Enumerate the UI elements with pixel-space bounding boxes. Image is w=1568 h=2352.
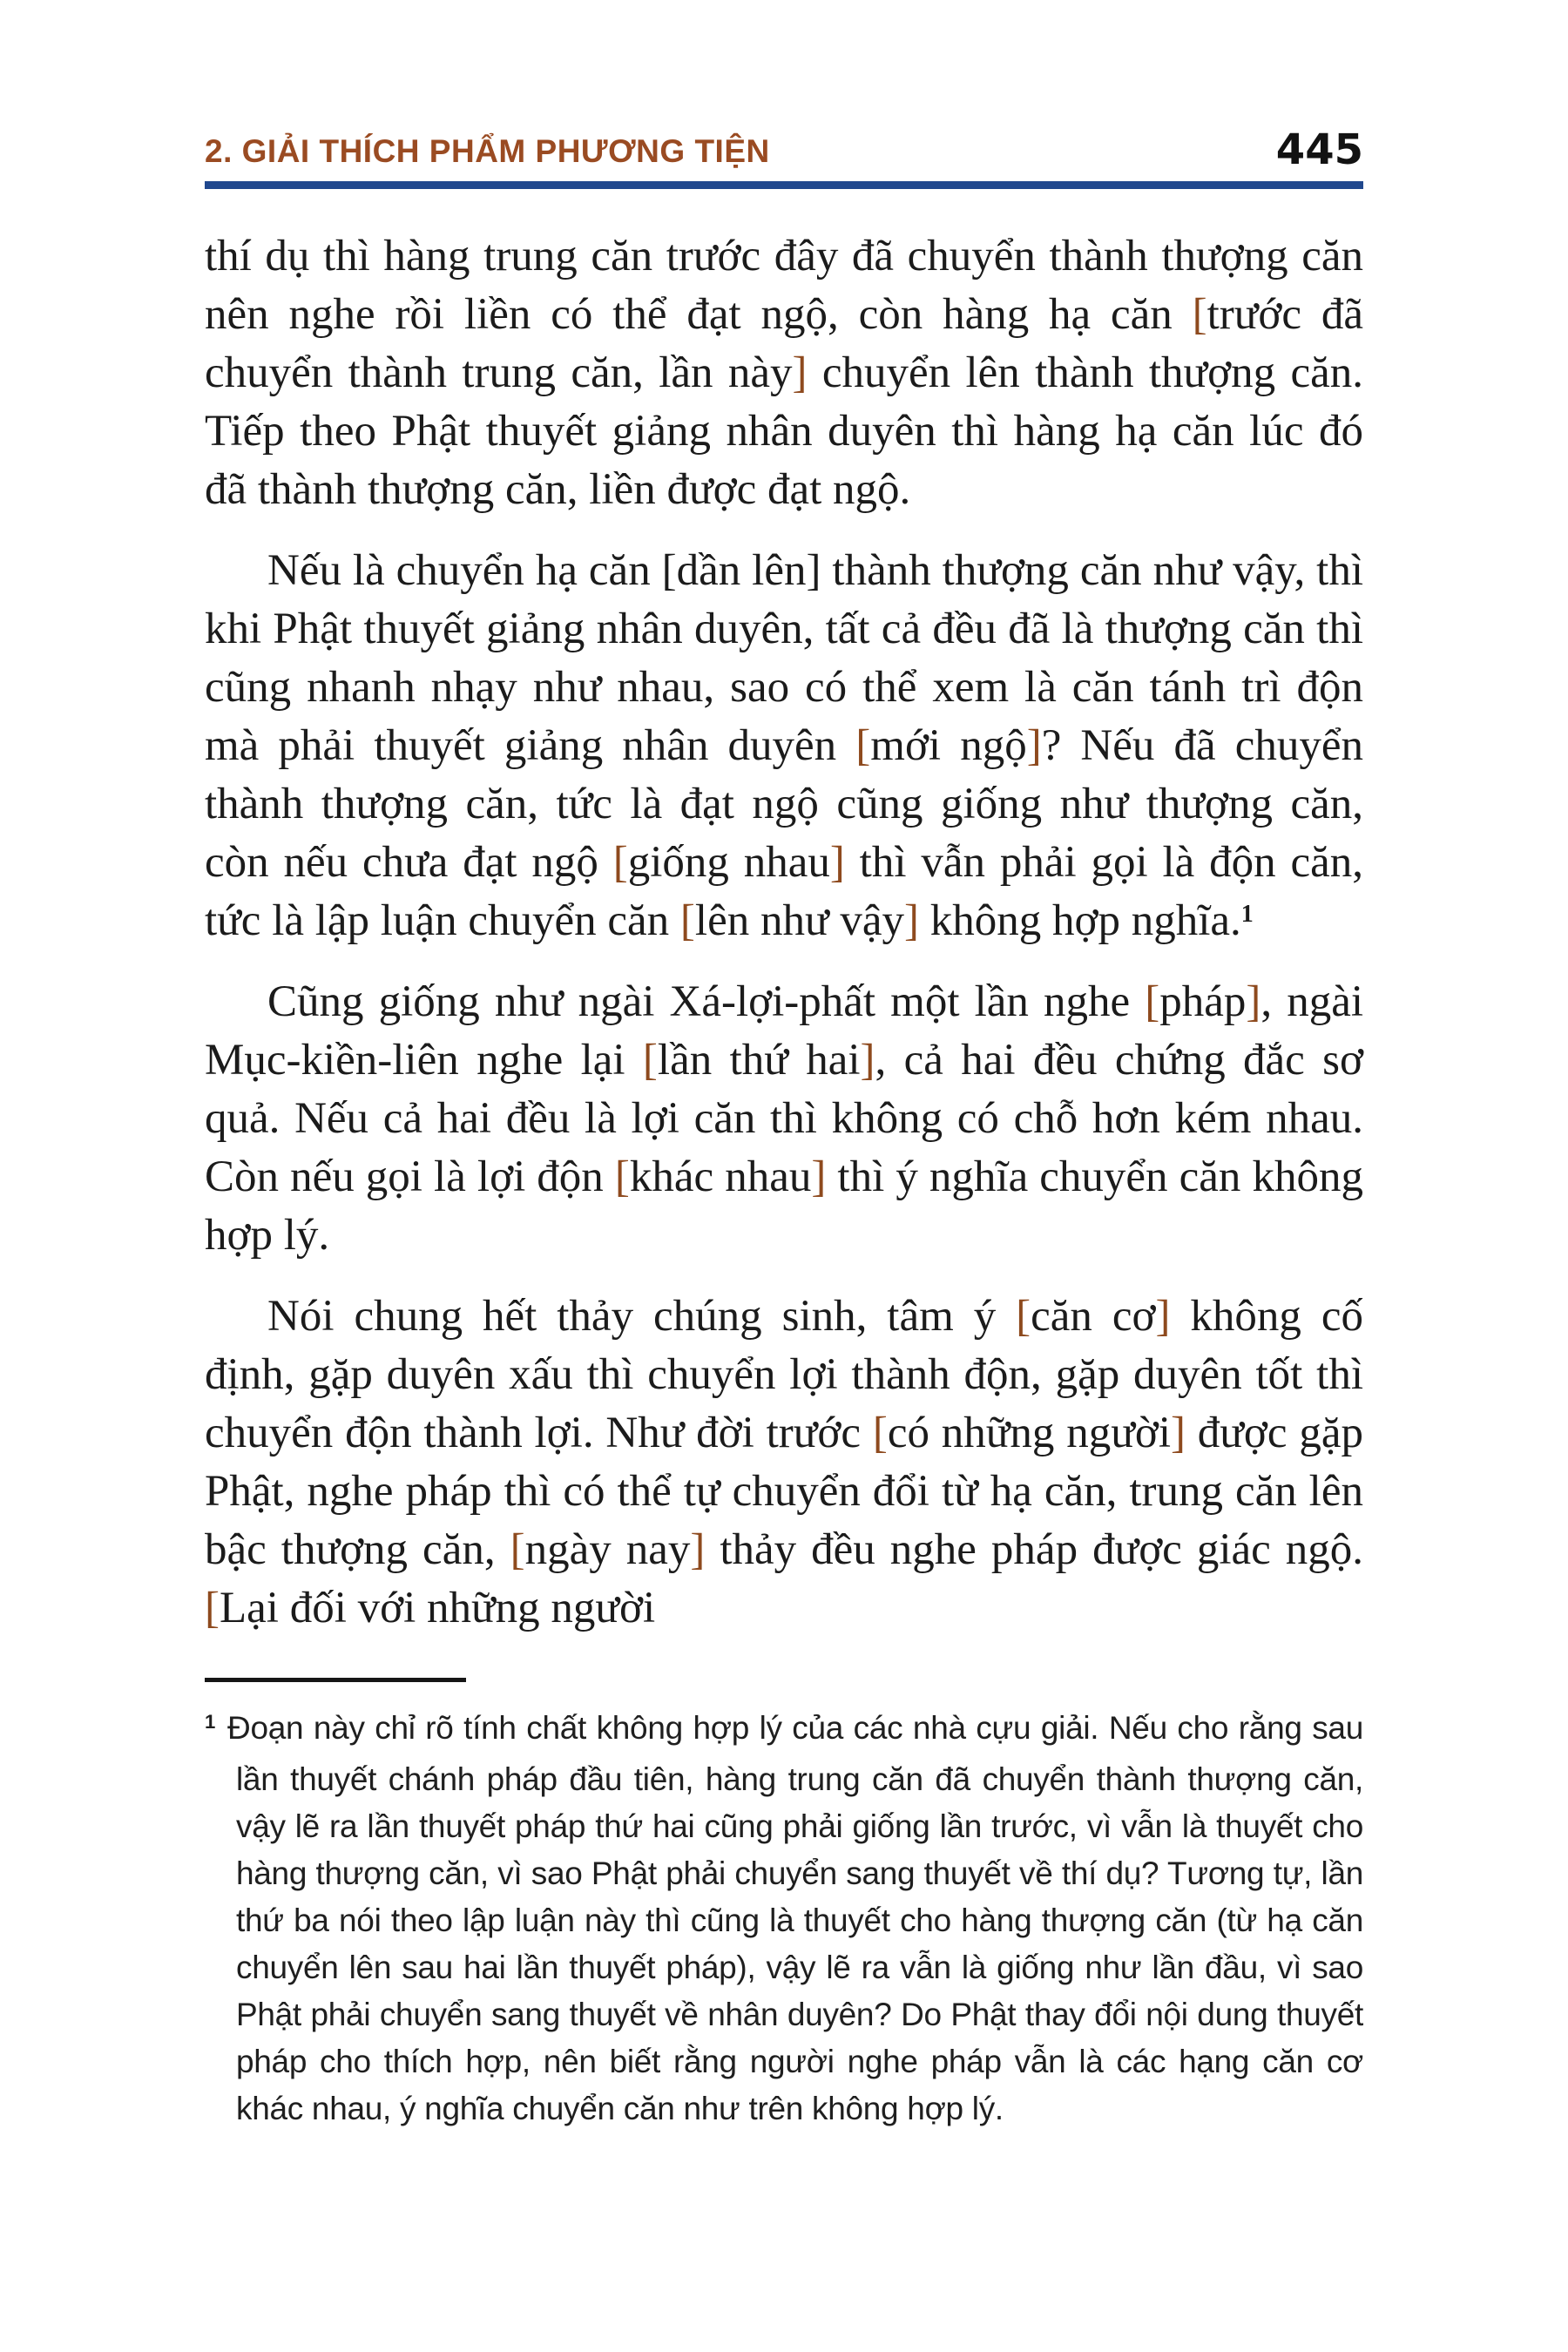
body-segment: , ngài Mục-kiền-liên nghe lại bbox=[205, 977, 1363, 1085]
body-text bbox=[205, 227, 1363, 1638]
bracket-text: ] bbox=[1246, 977, 1261, 1026]
paragraph bbox=[205, 227, 1363, 519]
footnote-text: Đoạn này chỉ rõ tính chất không hợp lý của các nhà cựu giải. Nếu cho rằng sau lần thuyết chánh pháp đầu tiên, hàng trung căn đã chuyển thành thượng căn, vậy lẽ ra lần thuyết pháp thứ hai cũng phải giống lần trước, vì vẫn là thuyết cho hàng thượng căn, vì sao Phật phải chuyển sang thuyết về thí dụ? Tương tự, lần thứ ba nói theo lập luận này thì cũng là thuyết cho hàng thượng căn (từ hạ căn chuyển lên sau hai lần thuyết pháp), vậy lẽ ra vẫn là giống như lần đầu, vì sao Phật phải chuyển sang thuyết về nhân duyên? Do Phật thay đổi nội dung thuyết pháp cho thích hợp, nên biết rằng người nghe pháp vẫn là các hạng căn cơ khác nhau, ý nghĩa chuyển căn như trên không hợp lý. bbox=[227, 1710, 1363, 2126]
footnote-reference: 1 bbox=[1240, 900, 1254, 928]
bracket-text: [ bbox=[1145, 977, 1160, 1026]
body-segment: thì vẫn phải gọi là độn căn, tức là lập luận chuyển căn bbox=[205, 838, 1363, 945]
footnote-separator bbox=[205, 1678, 466, 1682]
body-segment: giống nhau bbox=[627, 838, 830, 887]
bracket-text: [ bbox=[1016, 1292, 1031, 1341]
bracket-text: [ bbox=[679, 896, 695, 945]
body-segment: thảy đều nghe pháp được giác ngộ. bbox=[705, 1525, 1364, 1574]
body-segment: Cũng giống như ngài Xá-lợi-phất một lần nghe bbox=[267, 977, 1146, 1026]
bracket-text: ] bbox=[811, 1152, 827, 1201]
footnote-marker: 1 bbox=[205, 1710, 216, 1733]
bracket-text: [ bbox=[612, 838, 628, 887]
body-segment: căn cơ bbox=[1031, 1292, 1156, 1341]
footnote bbox=[205, 1705, 1363, 2132]
body-segment: chuyển lên thành thượng căn. Tiếp theo Phật thuyết giảng nhân duyên thì hàng hạ căn lúc đó đã thành thượng căn, liền được đạt ngộ. bbox=[205, 348, 1363, 514]
bracket-text: ] bbox=[860, 1036, 875, 1085]
bracket-text: [ bbox=[855, 721, 871, 770]
body-segment: không cố định, gặp duyên xấu thì chuyển lợi thành độn, gặp duyên tốt thì chuyển độn thành lợi. Như đời trước bbox=[205, 1292, 1363, 1457]
body-segment: được gặp Phật, nghe pháp thì có thể tự chuyển đổi từ hạ căn, trung căn lên bậc thượng căn, bbox=[205, 1409, 1363, 1574]
paragraph bbox=[205, 1288, 1363, 1638]
body-segment: có những người bbox=[887, 1409, 1171, 1457]
body-segment: Nếu là chuyển hạ căn [dần lên] thành thượng căn như vậy, thì khi Phật thuyết giảng nhân duyên, tất cả đều đã là thượng căn thì cũng nhanh nhạy như nhau, sao có thể xem là căn tánh trì độn mà phải thuyết giảng nhân duyên bbox=[205, 546, 1363, 770]
bracket-text: ] bbox=[1026, 721, 1042, 770]
header-rule bbox=[205, 181, 1363, 189]
bracket-text: [ bbox=[510, 1525, 525, 1574]
body-segment: lên như vậy bbox=[694, 896, 904, 945]
body-segment: ? Nếu đã chuyển thành thượng căn, tức là đạt ngộ cũng giống như thượng căn, còn nếu chưa đạt ngộ bbox=[205, 721, 1364, 887]
paragraph bbox=[205, 973, 1363, 1265]
page-header bbox=[205, 125, 1363, 174]
body-segment: pháp bbox=[1159, 977, 1247, 1026]
body-segment: không hợp nghĩa. bbox=[918, 896, 1241, 945]
body-segment: Nói chung hết thảy chúng sinh, tâm ý bbox=[267, 1292, 1017, 1341]
body-segment: thì ý nghĩa chuyển căn không hợp lý. bbox=[205, 1152, 1363, 1260]
bracket-text: [ bbox=[205, 1584, 220, 1632]
bracket-text: ] bbox=[690, 1525, 706, 1574]
body-segment: thí dụ thì hàng trung căn trước đây đã chuyển thành thượng căn nên nghe rồi liền có thể đạt ngộ, còn hàng hạ căn bbox=[205, 232, 1363, 339]
body-segment: mới ngộ bbox=[870, 721, 1027, 770]
bracket-text: [ bbox=[642, 1036, 658, 1085]
bracket-text: ] bbox=[1155, 1292, 1171, 1341]
bracket-text: [ bbox=[614, 1152, 630, 1201]
page-number: 445 bbox=[1275, 125, 1363, 174]
bracket-text: [ bbox=[872, 1409, 888, 1457]
body-segment: ngày nay bbox=[524, 1525, 691, 1574]
bracket-text: [ bbox=[1192, 290, 1207, 339]
body-segment: trước đã chuyển thành trung căn, lần này bbox=[205, 290, 1363, 397]
bracket-text: ] bbox=[792, 348, 808, 397]
bracket-text: ] bbox=[904, 896, 919, 945]
body-segment: , cả hai đều chứng đắc sơ quả. Nếu cả hai đều là lợi căn thì không có chỗ hơn kém nhau. Còn nếu gọi là lợi độn bbox=[205, 1036, 1363, 1201]
body-segment: Lại đối với những người bbox=[219, 1584, 656, 1632]
bracket-text: ] bbox=[1171, 1409, 1186, 1457]
body-segment: khác nhau bbox=[629, 1152, 812, 1201]
paragraph bbox=[205, 542, 1363, 950]
section-title: 2. GIẢI THÍCH PHẨM PHƯƠNG TIỆN bbox=[205, 133, 770, 169]
bracket-text: ] bbox=[829, 838, 845, 887]
body-segment: lần thứ hai bbox=[657, 1036, 861, 1085]
